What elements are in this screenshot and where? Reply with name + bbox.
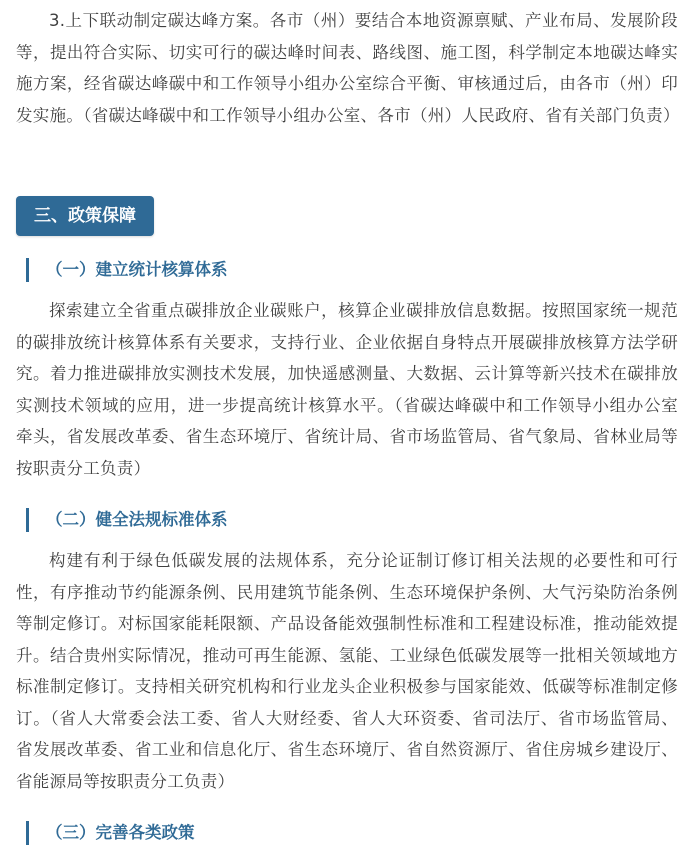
subheading-statistics-accounting: （一）建立统计核算体系	[26, 258, 228, 282]
subheading-laws-standards: （二）健全法规标准体系	[26, 508, 228, 532]
section-heading-policy-support: 三、政策保障	[16, 196, 154, 236]
subheading-policies: （三）完善各类政策	[26, 821, 195, 845]
paragraph-carbon-peak-plan: 3.上下联动制定碳达峰方案。各市（州）要结合本地资源禀赋、产业布局、发展阶段等，提出符合实际、切实可行的碳达峰时间表、路线图、施工图，科学制定本地碳达峰实施方案，经省碳达峰碳中和工作领导小组办公室综合平衡、审核通过后，由各市（州）印发实施。（省碳达峰碳中和工作领导小组办公室、各市（州）人民政府、省有关部门负责）	[16, 11, 680, 125]
paragraph-statistics-accounting: 探索建立全省重点碳排放企业碳账户，核算企业碳排放信息数据。按照国家统一规范的碳排放统计核算体系有关要求，支持行业、企业依据自身特点开展碳排放核算方法学研究。着力推进碳排放实测技术发展，加快遥感测量、大数据、云计算等新兴技术在碳排放实测技术领域的应用，进一步提高统计核算水平。（省碳达峰碳中和工作领导小组办公室牵头，省发展改革委、省生态环境厅、省统计局、省市场监管局、省气象局、省林业局等按职责分工负责）	[16, 301, 678, 478]
paragraph-laws-standards: 构建有利于绿色低碳发展的法规体系，充分论证制订修订相关法规的必要性和可行性，有序推动节约能源条例、民用建筑节能条例、生态环境保护条例、大气污染防治条例等制定修订。对标国家能耗限额、产品设备能效强制性标准和工程建设标准，推动能效提升。结合贵州实际情况，推动可再生能源、氢能、工业绿色低碳发展等一批相关领域地方标准制定修订。支持相关研究机构和行业龙头企业积极参与国家能效、低碳等标准制定修订。（省人大常委会法工委、省人大财经委、省人大环资委、省司法厅、省市场监管局、省发展改革委、省工业和信息化厅、省生态环境厅、省自然资源厅、省住房城乡建设厅、省能源局等按职责分工负责）	[16, 551, 678, 791]
